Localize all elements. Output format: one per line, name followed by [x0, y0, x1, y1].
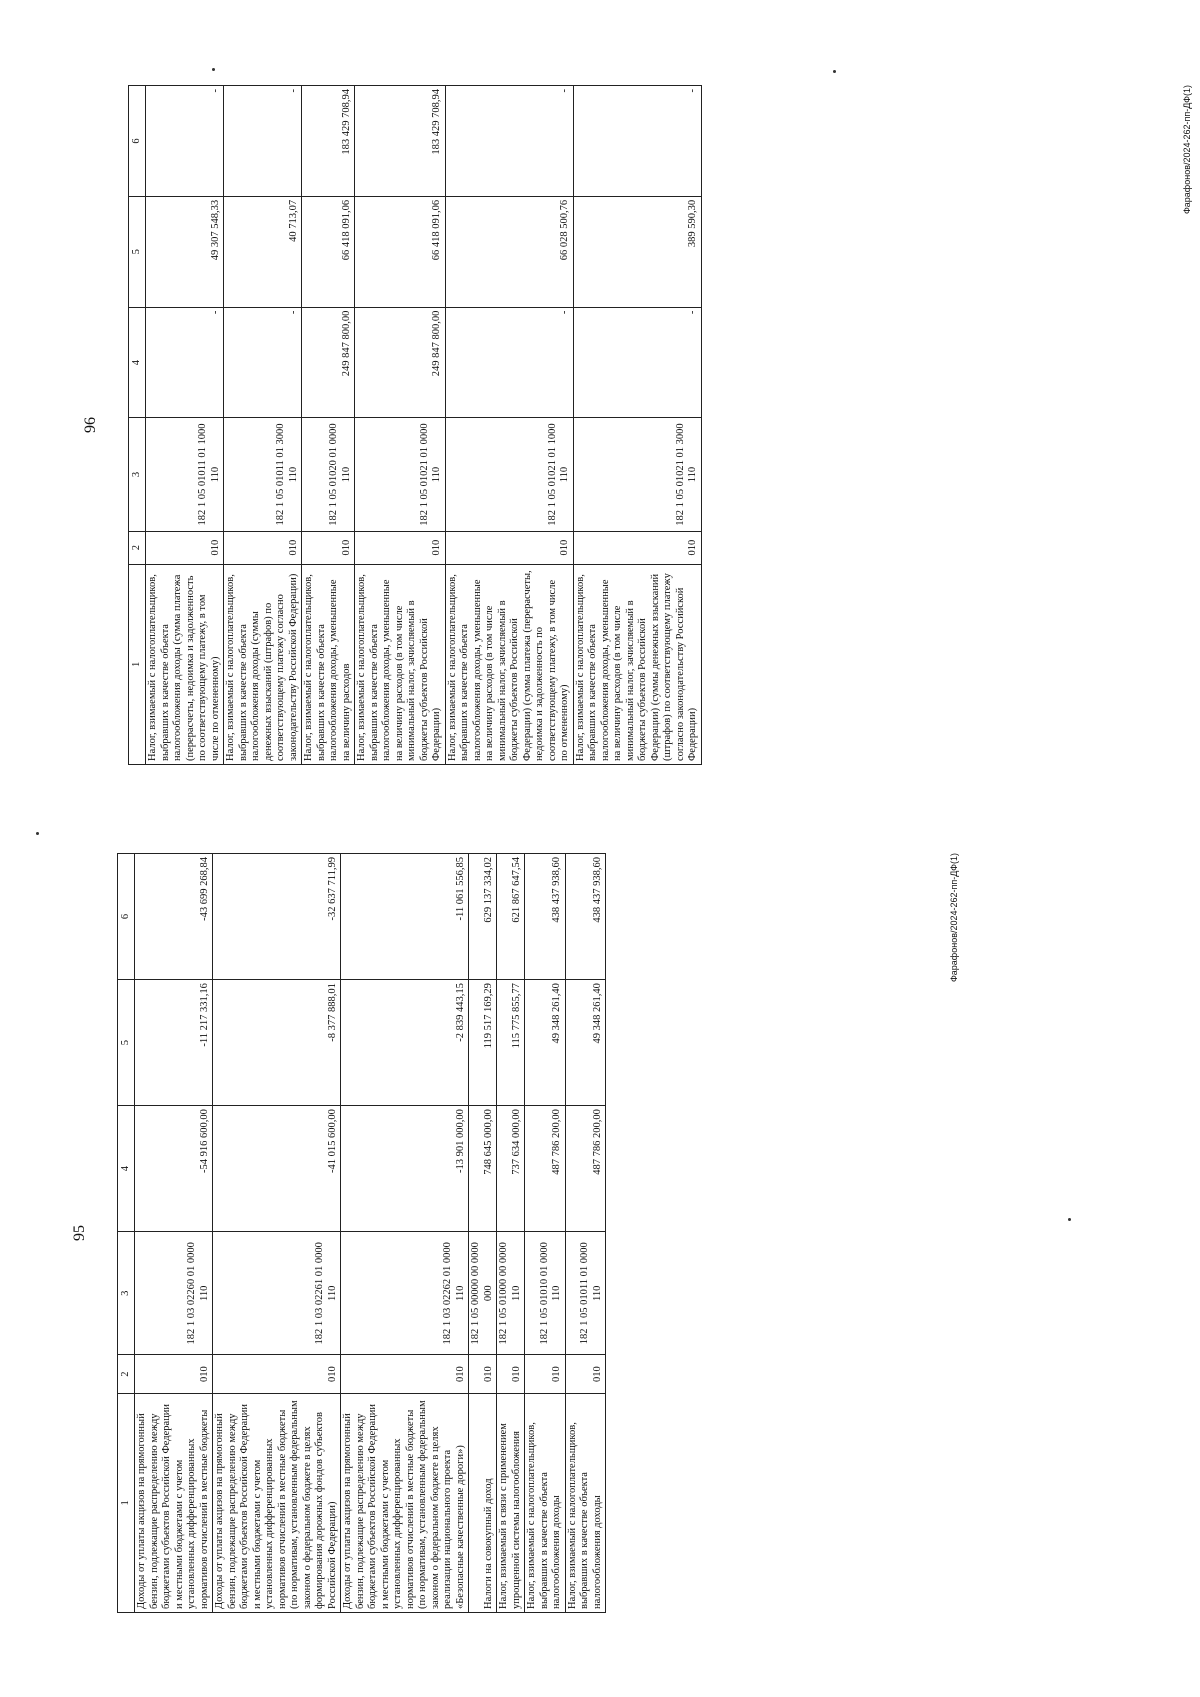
cell-column-5: 40 713,07 [224, 196, 302, 307]
document-page-95 [71, 853, 959, 1613]
budget-classification-code: 182 1 05 01011 01 3000 110 [224, 418, 302, 531]
cell-column-6: -32 637 711,99 [213, 854, 341, 980]
budget-classification-code: 182 1 03 02262 01 0000 110 [341, 1232, 469, 1355]
row-code: 010 [497, 1355, 525, 1393]
row-code: 010 [302, 531, 355, 564]
cell-column-5: 389 590,30 [573, 196, 701, 307]
budget-classification-code: 182 1 03 02260 01 0000 110 [135, 1232, 213, 1355]
cell-column-5: -8 377 888,01 [213, 980, 341, 1106]
table-row [497, 854, 525, 1613]
cell-column-5: 49 348 261,40 [525, 980, 566, 1106]
cell-column-4: - [224, 307, 302, 418]
cell-column-5: -11 217 331,16 [135, 980, 213, 1106]
row-code: 010 [355, 531, 446, 564]
cell-column-6: 183 429 708,94 [355, 86, 446, 197]
cell-column-5: 66 028 500,76 [445, 196, 573, 307]
row-code: 010 [565, 1355, 606, 1393]
cell-column-6: - [573, 86, 701, 197]
cell-column-6: 438 437 938,60 [565, 854, 606, 980]
cell-column-4: - [573, 307, 701, 418]
cell-column-5: 66 418 091,06 [355, 196, 446, 307]
row-code: 010 [469, 1355, 497, 1393]
column-header: 4 [129, 307, 146, 418]
table-row [224, 86, 302, 765]
page-footer: Фарафонов/2024-262-пп-ДФ(1) [949, 853, 959, 983]
column-header: 1 [118, 1393, 135, 1612]
table-row [469, 854, 497, 1613]
table-row [525, 854, 566, 1613]
row-name: Налог, взимаемый в связи с применением упрощенной системы налогообложения [497, 1393, 525, 1612]
revenue-table [117, 853, 606, 1613]
table-row [341, 854, 469, 1613]
column-header: 3 [118, 1232, 135, 1355]
row-name: Налоги на совокупный доход [469, 1393, 497, 1612]
cell-column-4: 249 847 800,00 [302, 307, 355, 418]
column-header: 2 [118, 1355, 135, 1393]
column-header: 4 [118, 1106, 135, 1232]
budget-classification-code: 182 1 03 02261 01 0000 110 [213, 1232, 341, 1355]
cell-column-6: 629 137 334,02 [469, 854, 497, 980]
budget-classification-code: 182 1 05 01021 01 1000 110 [445, 418, 573, 531]
cell-column-4: - [445, 307, 573, 418]
column-header: 5 [129, 196, 146, 307]
row-name: Доходы от уплаты акцизов на прямогонный бензин, подлежащие распределению между бюджетами субъектов Российской Федерации и местными бюджетами с учетом установленных дифференцированных нормативов отчислений в местные бюджеты (по нормативам, установленным федеральным законом о федеральном бюджете в целях реализации национального проекта «Безопасные качественные дороги») [341, 1393, 469, 1612]
budget-classification-code: 182 1 05 00000 00 0000 000 [469, 1232, 497, 1355]
budget-classification-code: 182 1 05 01000 00 0000 110 [497, 1232, 525, 1355]
budget-classification-code: 182 1 05 01021 01 3000 110 [573, 418, 701, 531]
table-row [565, 854, 606, 1613]
column-number-row [118, 854, 135, 1613]
cell-column-4: - [146, 307, 224, 418]
cell-column-4: 487 786 200,00 [525, 1106, 566, 1232]
column-header: 6 [118, 854, 135, 980]
revenue-table [128, 85, 702, 765]
row-code: 010 [213, 1355, 341, 1393]
cell-column-5: -2 839 443,15 [341, 980, 469, 1106]
cell-column-4: 748 645 000,00 [469, 1106, 497, 1232]
cell-column-6: - [445, 86, 573, 197]
cell-column-4: -13 901 000,00 [341, 1106, 469, 1232]
cell-column-6: 621 867 647,54 [497, 854, 525, 980]
row-name: Налог, взимаемый с налогоплательщиков, выбравших в качестве объекта налогообложения доходы, уменьшенные на величину расходов (в том числе минимальный налог, зачисляемый в бюджеты субъектов Российской Федерации) [355, 564, 446, 764]
row-name: Доходы от уплаты акцизов на прямогонный бензин, подлежащие распределению между бюджетами субъектов Российской Федерации и местными бюджетами с учетом установленных дифференцированных нормативов отчислений в местные бюджеты (по нормативам, установленным федеральным законом о федеральном бюджете в целях формирования дорожных фондов субъектов Российской Федерации) [213, 1393, 341, 1612]
table-row [146, 86, 224, 765]
row-name: Налог, взимаемый с налогоплательщиков, выбравших в качестве объекта налогообложения доходы, уменьшенные на величину расходов [302, 564, 355, 764]
row-code: 010 [525, 1355, 566, 1393]
column-header: 2 [129, 531, 146, 564]
row-code: 010 [135, 1355, 213, 1393]
page-number: 96 [82, 417, 99, 433]
row-name: Налог, взимаемый с налогоплательщиков, выбравших в качестве объекта налогообложения доходы [565, 1393, 606, 1612]
row-name: Доходы от уплаты акцизов на прямогонный бензин, подлежащие распределению между бюджетами субъектов Российской Федерации и местными бюджетами с учетом установленных дифференцированных нормативов отчислений в местные бюджеты [135, 1393, 213, 1612]
column-header: 5 [118, 980, 135, 1106]
row-name: Налог, взимаемый с налогоплательщиков, выбравших в качестве объекта налогообложения доходы (сумма платежа (перерасчеты, недоимка и задолженность по соответствующему платежу, в том числе по отмененному) [146, 564, 224, 764]
column-header: 6 [129, 86, 146, 197]
cell-column-5: 119 517 169,29 [469, 980, 497, 1106]
cell-column-4: 737 634 000,00 [497, 1106, 525, 1232]
budget-classification-code: 182 1 05 01010 01 0000 110 [525, 1232, 566, 1355]
row-name: Налог, взимаемый с налогоплательщиков, выбравших в качестве объекта налогообложения доходы, уменьшенные на величину расходов (в том числе минимальный налог, зачисляемый в бюджеты субъектов Российской Федерации) (сумма платежа (перерасчеты, недоимка и задолженность по соответствующему платежу, в том числе по отмененному) [445, 564, 573, 764]
table-row [213, 854, 341, 1613]
page-footer: Фарафонов/2024-262-пп-ДФ(1) [1182, 85, 1192, 215]
budget-classification-code: 182 1 05 01011 01 1000 110 [146, 418, 224, 531]
table-row [445, 86, 573, 765]
row-code: 010 [445, 531, 573, 564]
cell-column-4: 249 847 800,00 [355, 307, 446, 418]
table-row [573, 86, 701, 765]
budget-classification-code: 182 1 05 01011 01 0000 110 [565, 1232, 606, 1355]
cell-column-4: 487 786 200,00 [565, 1106, 606, 1232]
column-number-row [129, 86, 146, 765]
cell-column-5: 115 775 855,77 [497, 980, 525, 1106]
table-row [135, 854, 213, 1613]
cell-column-5: 66 418 091,06 [302, 196, 355, 307]
row-code: 010 [146, 531, 224, 564]
cell-column-6: -43 699 268,84 [135, 854, 213, 980]
row-code: 010 [573, 531, 701, 564]
row-code: 010 [341, 1355, 469, 1393]
row-name: Налог, взимаемый с налогоплательщиков, выбравших в качестве объекта налогообложения доходы, уменьшенные на величину расходов (в том числе минимальный налог, зачисляемый в бюджеты субъектов Российской Федерации) (суммы денежных взысканий (штрафов) по соответствующему платежу согласно законодательству Российской Федерации) [573, 564, 701, 764]
cell-column-6: 183 429 708,94 [302, 86, 355, 197]
cell-column-6: 438 437 938,60 [525, 854, 566, 980]
row-name: Налог, взимаемый с налогоплательщиков, выбравших в качестве объекта налогообложения доходы [525, 1393, 566, 1612]
cell-column-5: 49 307 548,33 [146, 196, 224, 307]
cell-column-5: 49 348 261,40 [565, 980, 606, 1106]
cell-column-4: -54 916 600,00 [135, 1106, 213, 1232]
row-code: 010 [224, 531, 302, 564]
column-header: 1 [129, 564, 146, 764]
document-page-96 [82, 85, 1192, 765]
budget-classification-code: 182 1 05 01020 01 0000 110 [302, 418, 355, 531]
page-number: 95 [71, 1225, 88, 1241]
cell-column-6: - [146, 86, 224, 197]
table-row [355, 86, 446, 765]
cell-column-6: - [224, 86, 302, 197]
row-name: Налог, взимаемый с налогоплательщиков, выбравших в качестве объекта налогообложения доходы (суммы денежных взысканий (штрафов) по соответствующему платежу согласно законодательству Российской Федерации) [224, 564, 302, 764]
cell-column-6: -11 061 556,85 [341, 854, 469, 980]
table-row [302, 86, 355, 765]
column-header: 3 [129, 418, 146, 531]
budget-classification-code: 182 1 05 01021 01 0000 110 [355, 418, 446, 531]
cell-column-4: -41 015 600,00 [213, 1106, 341, 1232]
